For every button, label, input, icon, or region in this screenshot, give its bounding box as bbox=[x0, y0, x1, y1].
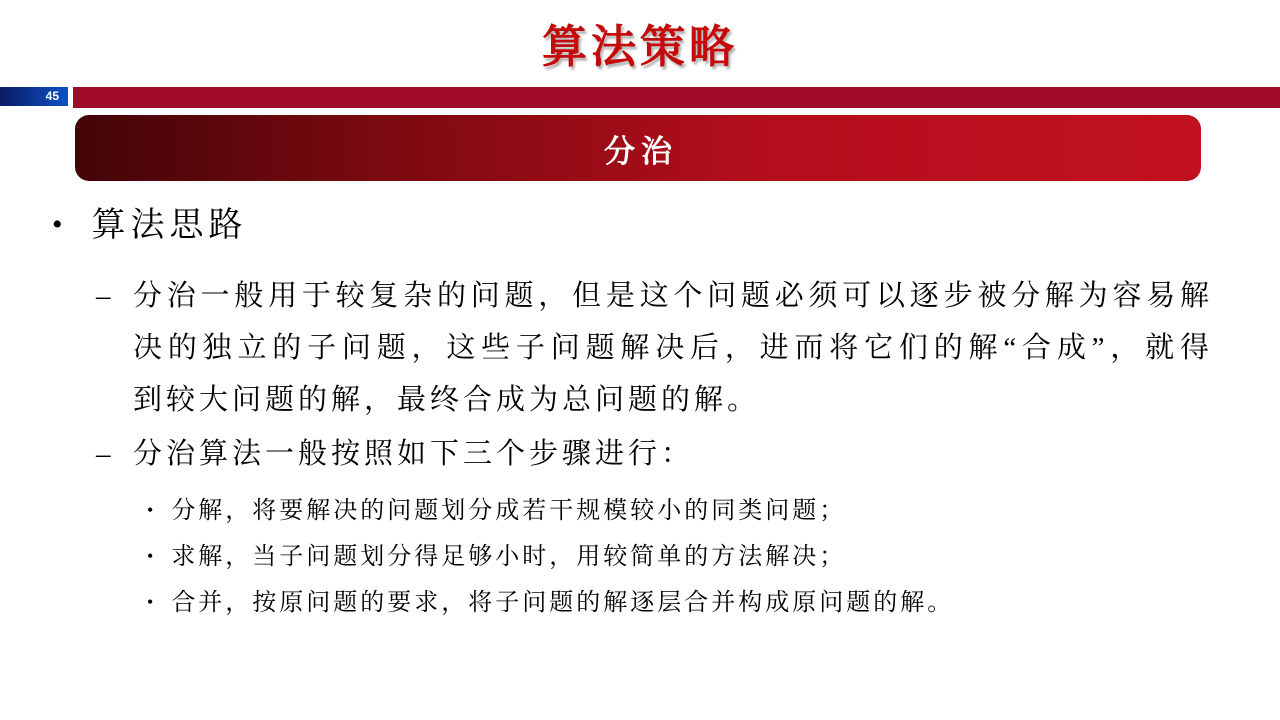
sub-bullet-icon: • bbox=[147, 500, 154, 520]
page-number-badge bbox=[0, 87, 68, 106]
sub-bullet-icon: • bbox=[147, 592, 154, 612]
paragraph-line: 到较大问题的解，最终合成为总问题的解。 bbox=[133, 384, 761, 416]
dash-bullet-icon: – bbox=[96, 280, 111, 312]
step-text: 合并，按原问题的要求，将子问题的解逐层合并构成原问题的解。 bbox=[171, 590, 955, 616]
step-item-merge bbox=[147, 582, 954, 623]
divide-conquer-paragraph bbox=[133, 270, 1213, 426]
section-banner-label: 分治 bbox=[604, 133, 678, 169]
dash-bullet-icon: – bbox=[96, 438, 111, 470]
sub-bullet-icon: • bbox=[147, 546, 154, 566]
bullet-icon: • bbox=[52, 208, 68, 241]
page-number: 45 bbox=[45, 89, 59, 103]
step-item-decompose bbox=[147, 490, 846, 531]
step-item-solve bbox=[147, 536, 846, 577]
slide-title: 算法策略 bbox=[541, 21, 738, 72]
steps-intro-text: 分治算法一般按照如下三个步骤进行： bbox=[133, 438, 695, 470]
step-text: 分解，将要解决的问题划分成若干规模较小的同类问题； bbox=[171, 498, 847, 524]
paragraph-line: 分治一般用于较复杂的问题，但是这个问题必须可以逐步被分解为容易解 bbox=[133, 280, 1213, 312]
heading-text: 算法思路 bbox=[91, 207, 248, 244]
paragraph-line: 决的独立的子问题，这些子问题解决后，进而将它们的解“合成”，就得 bbox=[133, 332, 1213, 364]
header-rule-bar bbox=[73, 87, 1280, 108]
step-text: 求解，当子问题划分得足够小时，用较简单的方法解决； bbox=[171, 544, 847, 570]
section-banner bbox=[75, 115, 1201, 181]
bullet-item-heading bbox=[52, 200, 248, 251]
